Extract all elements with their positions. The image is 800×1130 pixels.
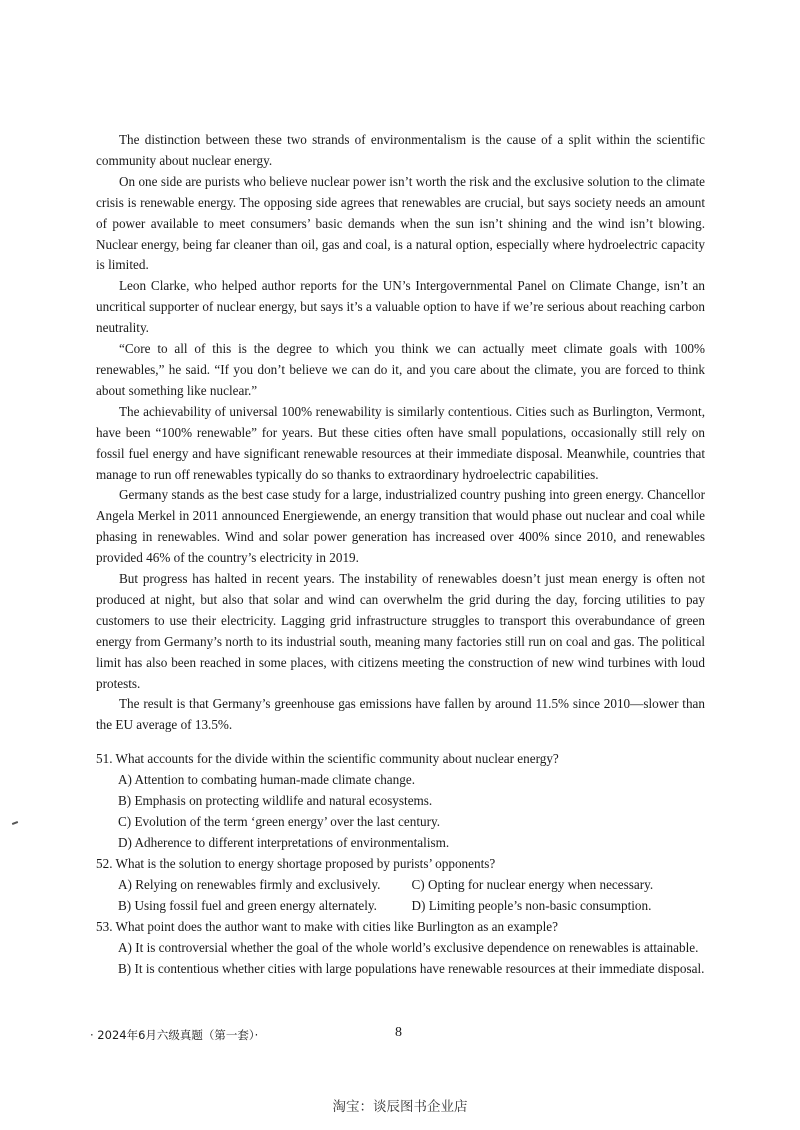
question-53-option-a: A) It is controversial whether the goal of the whole world’s exclusive dependence on renewables is attainable. bbox=[118, 940, 699, 955]
shop-watermark: 淘宝：谈辰图书企业店 bbox=[332, 1099, 468, 1115]
passage-paragraph-6: Germany stands as the best case study for a large, industrialized country pushing into green energy. Chancellor Angela Merkel in 2011 announced Energiewende, an energy transition that would phase out nuclear and coal while phasing in renewables. Wind and solar power generation has increased over 400% since 2010, and renewables provided 46% of the country’s electricity in 2019. bbox=[96, 487, 705, 566]
question-52-option-a: A) Relying on renewables firmly and exclusively. bbox=[118, 877, 381, 892]
reading-passage bbox=[96, 130, 705, 736]
passage-paragraph-5: The achievability of universal 100% renewability is similarly contentious. Cities such as Burlington, Vermont, have been “100% renewable” for years. But these cities often have small populations, occasionally still rely on fossil fuel energy and have significant renewable resources at their immediate disposal. Meanwhile, countries that manage to run off renewables typically do so thanks to extraordinary hydroelectric capabilities. bbox=[96, 403, 705, 482]
question-52-options-row-2 bbox=[96, 895, 705, 916]
question-51-option-a: A) Attention to combating human-made climate change. bbox=[118, 772, 415, 787]
question-52-options-row-1 bbox=[96, 874, 705, 895]
passage-paragraph-4: “Core to all of this is the degree to which you think we can actually meet climate goals with 100% renewables,” he said. “If you don’t believe we can do it, and you care about the climate, you are forced to think about something like nuclear.” bbox=[96, 341, 705, 398]
passage-paragraph-3: Leon Clarke, who helped author reports for the UN’s Intergovernmental Panel on Climate Change, isn’t an uncritical supporter of nuclear energy, but says it’s a valuable option to have if we’re serious about reaching carbon neutrality. bbox=[96, 278, 705, 336]
question-list bbox=[96, 748, 705, 979]
question-51-option-d: D) Adherence to different interpretations of environmentalism. bbox=[118, 835, 450, 850]
question-51 bbox=[96, 748, 705, 853]
question-52-option-c: C) Opting for nuclear energy when necessary. bbox=[411, 877, 654, 892]
question-53-option-b: B) It is contentious whether cities with large populations have renewable resources at their immediate disposal. bbox=[118, 961, 705, 976]
passage-paragraph-7: But progress has halted in recent years. The instability of renewables doesn’t just mean energy is often not produced at night, but also that solar and wind can overwhelm the grid during the day, forcing utilities to pay customers to use their electricity. Lagging grid infrastructure struggles to transport this overabundance of green energy from Germany’s north to its industrial south, meaning many factories still run on coal and gas. The political limit has also been reached in some places, with citizens meeting the construction of new wind turbines with loud protests. bbox=[96, 571, 705, 691]
passage-paragraph-8: The result is that Germany’s greenhouse gas emissions have fallen by around 11.5% since 2010—slower than the EU average of 13.5%. bbox=[96, 696, 705, 733]
page-number: 8 bbox=[395, 1025, 402, 1040]
question-53-stem: 53. What point does the author want to make with cities like Burlington as an example? bbox=[96, 919, 558, 934]
question-51-option-b: B) Emphasis on protecting wildlife and natural ecosystems. bbox=[118, 793, 433, 808]
question-51-stem: 51. What accounts for the divide within the scientific community about nuclear energy? bbox=[96, 751, 559, 766]
passage-paragraph-1: The distinction between these two strands of environmentalism is the cause of a split within the scientific community about nuclear energy. bbox=[96, 132, 705, 168]
question-53 bbox=[96, 916, 705, 979]
scan-margin-mark bbox=[12, 821, 18, 825]
question-52-stem: 52. What is the solution to energy shortage proposed by purists’ opponents? bbox=[96, 856, 496, 871]
question-52 bbox=[96, 853, 705, 916]
question-52-option-b: B) Using fossil fuel and green energy alternately. bbox=[118, 898, 377, 913]
question-51-option-c: C) Evolution of the term ‘green energy’ over the last century. bbox=[118, 814, 441, 829]
question-52-option-d: D) Limiting people’s non-basic consumption. bbox=[411, 898, 652, 913]
exam-footer-label: · 2024年6月六级真题（第一套）· bbox=[90, 1028, 259, 1042]
passage-paragraph-2: On one side are purists who believe nuclear power isn’t worth the risk and the exclusive solution to the climate crisis is renewable energy. The opposing side agrees that renewables are crucial, but says society needs an amount of power available to meet consumers’ basic demands when the sun isn’t shining and the wind isn’t blowing. Nuclear energy, being far cleaner than oil, gas and coal, is a natural option, especially where hydroelectric capacity is limited. bbox=[96, 173, 705, 273]
